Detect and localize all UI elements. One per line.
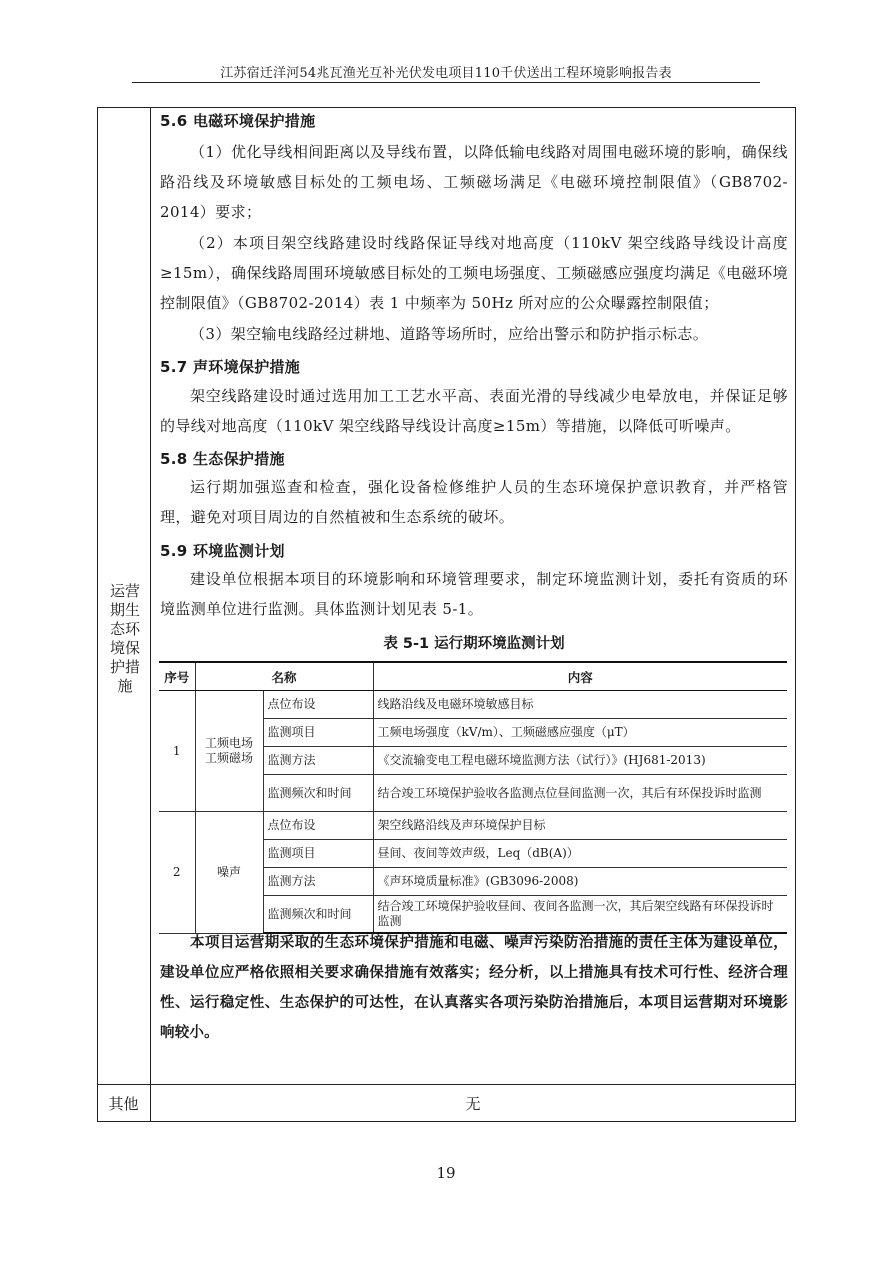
cell-item: 监测项目 xyxy=(263,719,373,747)
cell-content: 线路沿线及电磁环境敏感目标 xyxy=(373,691,787,719)
cell-content: 工频电场强度（kV/m）、工频磁感应强度（μT） xyxy=(373,719,787,747)
cell-content: 《声环境质量标准》(GB3096-2008) xyxy=(373,868,787,896)
paragraph-5-7-1: 架空线路建设时通过选用加工工艺水平高、表面光滑的导线减少电晕放电，并保证足够的导线对地高度（110kV 架空线路导线设计高度≥15m）等措施，以降低可听噪声。 xyxy=(160,387,788,435)
section-title-5-9: 5.9 环境监测计划 xyxy=(160,542,285,560)
document-header: 江苏宿迁洋河54兆瓦渔光互补光伏发电项目110千伏送出工程环境影响报告表 xyxy=(220,66,672,81)
paragraph-5-6-1: （1）优化导线相间距离以及导线布置，以降低输电线路对周围电磁环境的影响，确保线路沿线及环境敏感目标处的工频电场、工频磁场满足《电磁环境控制限值》（GB8702-2014）要求； xyxy=(160,143,788,221)
header-rule xyxy=(132,82,760,83)
cell-item: 监测频次和时间 xyxy=(263,896,373,934)
cell-content: 《交流输变电工程电磁环境监测方法（试行）》(HJ681-2013) xyxy=(373,747,787,775)
table-row xyxy=(159,812,787,840)
header-no: 序号 xyxy=(159,662,195,691)
header-name: 名称 xyxy=(195,662,373,691)
other-value: 无 xyxy=(465,1094,481,1113)
conclusion-paragraph: 本项目运营期采取的生态环境保护措施和电磁、噪声污染防治措施的责任主体为建设单位，建设单位应严格依照相关要求确保措施有效落实；经分析，以上措施具有技术可行性、经济合理性、运行稳定性、生态保护的可达性，在认真落实各项污染防治措施后，本项目运营期对环境影响较小。 xyxy=(160,935,788,1041)
column-divider xyxy=(150,108,151,1121)
cell-no: 1 xyxy=(159,691,195,812)
table-title: 表 5-1 运行期环境监测计划 xyxy=(383,636,565,652)
row-label-other: 其他 xyxy=(108,1094,139,1113)
cell-content: 结合竣工环境保护验收各监测点位昼间监测一次，其后有环保投诉时监测 xyxy=(373,775,787,812)
section-title-5-7: 5.7 声环境保护措施 xyxy=(160,358,301,376)
paragraph-5-6-2: （2）本项目架空线路建设时线路保证导线对地高度（110kV 架空线路导线设计高度≥15m），确保线路周围环境敏感目标处的工频电场强度、工频磁感应强度均满足《电磁环境控制限值》（GB8702-2014）表 1 中频率为 50Hz 所对应的公众曝露控制限值； xyxy=(160,234,788,312)
cell-content: 昼间、夜间等效声级，Leq（dB(A)） xyxy=(373,840,787,868)
paragraph-5-6-3: （3）架空输电线路经过耕地、道路等场所时，应给出警示和防护指示标志。 xyxy=(190,325,709,343)
cell-name: 噪声 xyxy=(195,812,263,934)
header-content: 内容 xyxy=(373,662,787,691)
paragraph-5-8-1: 运行期加强巡查和检查，强化设备检修维护人员的生态环境保护意识教育，并严格管理，避免对项目周边的自然植被和生态系统的破坏。 xyxy=(160,478,788,526)
cell-item: 点位布设 xyxy=(263,812,373,840)
table-row xyxy=(159,691,787,719)
cell-name: 工频电场 工频磁场 xyxy=(195,691,263,812)
row-label-operation-measures: 运营期生态环境保护措施 xyxy=(109,582,140,695)
cell-item: 监测方法 xyxy=(263,868,373,896)
section-title-5-6: 5.6 电磁环境保护措施 xyxy=(160,112,316,130)
section-title-5-8: 5.8 生态保护措施 xyxy=(160,450,285,468)
cell-content: 架空线路沿线及声环境保护目标 xyxy=(373,812,787,840)
cell-item: 监测项目 xyxy=(263,840,373,868)
cell-content: 结合竣工环境保护验收昼间、夜间各监测一次，其后架空线路有环保投诉时监测 xyxy=(373,896,787,934)
cell-item: 点位布设 xyxy=(263,691,373,719)
cell-item: 监测方法 xyxy=(263,747,373,775)
table-header-row xyxy=(159,662,787,691)
paragraph-5-9-1: 建设单位根据本项目的环境影响和环境管理要求，制定环境监测计划，委托有资质的环境监测单位进行监测。具体监测计划见表 5-1。 xyxy=(160,570,788,618)
monitoring-plan-table xyxy=(159,661,787,934)
page-number: 19 xyxy=(436,1164,456,1182)
cell-item: 监测频次和时间 xyxy=(263,775,373,812)
cell-no: 2 xyxy=(159,812,195,934)
